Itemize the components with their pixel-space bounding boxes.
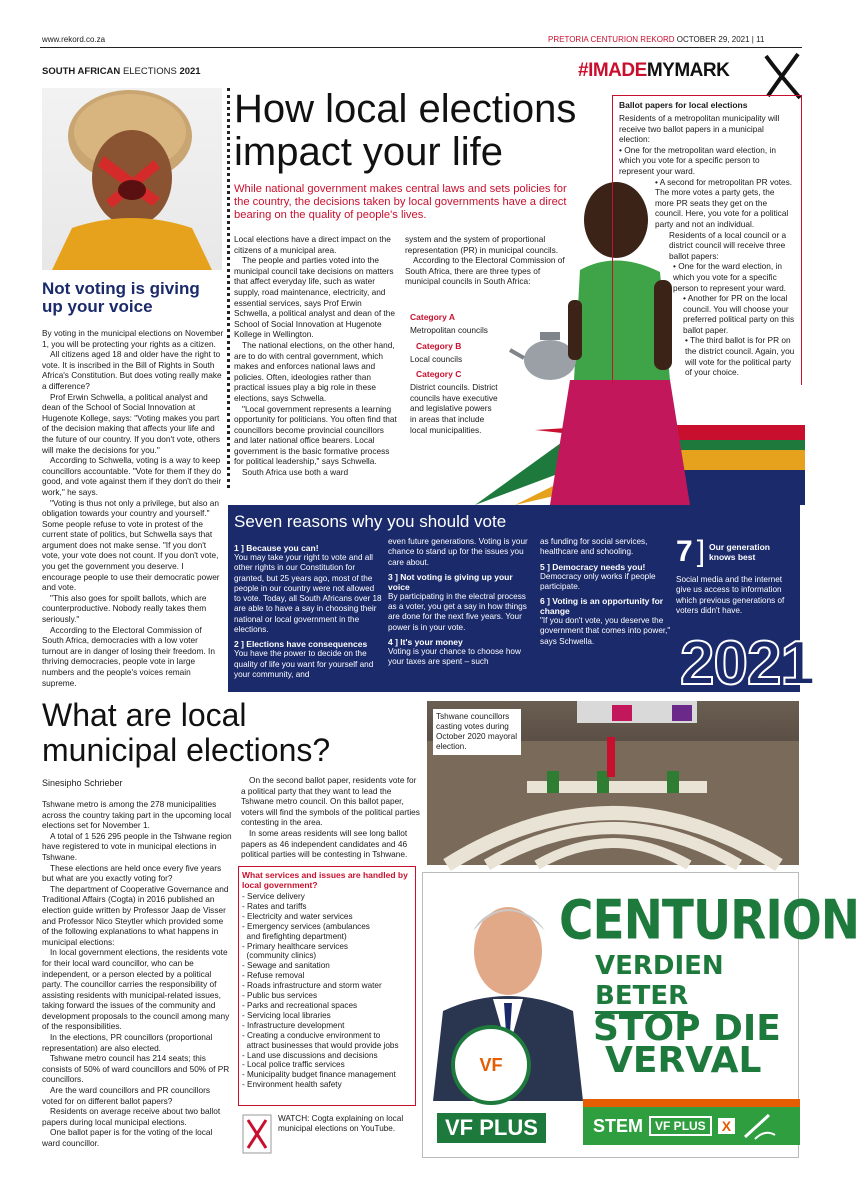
service-item: - Electricity and water services [242,911,353,921]
reasons-col3 [540,537,676,647]
main-paragraph: Local elections have a direct impact on the citizens of a municipal area. [234,234,391,255]
service-item: - Local police traffic services [242,1060,345,1070]
voice-paragraph: According to the Electoral Commission of South Africa, democracies with a low voter turnout are in danger of losing their freedom. In thriving democracies, people vote in large numbers and the people's voices remain supreme. [42,624,215,688]
publication-date: OCTOBER 29, 2021 [676,35,750,44]
service-item: - Refuse removal [242,971,305,981]
watch-text: WATCH: Cogta explaining on local municipal elections on YouTube. [278,1114,404,1133]
reason-text: Voting is your chance to choose how your taxes are spent – such [388,647,521,667]
reason-text: You may take your right to vote and all other rights in our Constitution for granted, but 25 years ago, most of the people in our country were not allowed to vote. Today, all South Africans over 18 are able to have a say in choosing their national or local government in the elections. [234,553,382,635]
voice-paragraph: "Voting is thus not only a privilege, but also an obligation towards your country and yourself." Some people refuse to vote in protest of the current state of politics, but Schwella says that argument does not make sense. "If you don't vote, your vote does not count. If you don't vote, you get the government you deserve. I encourage people to use their democratic power and vote. [42,497,220,593]
service-item: - Emergency services (ambulances [242,921,370,931]
ballot-paragraph: Residents of a metropolitan municipality will receive two ballot papers in a municipal election: [619,113,780,145]
service-item: - Land use discussions and decisions [242,1050,378,1060]
service-item: - Roads infrastructure and storm water [242,981,382,991]
municipal-paragraph: In the elections, PR councillors (proportional representation) are also elected. [42,1032,213,1053]
municipal-paragraph: One ballot paper is for the voting of the local ward councillor. [42,1127,213,1148]
voice-paragraph: All citizens aged 18 and older have the right to vote. It is inscribed in the Bill of Rights in South Africa's Constitution. But does voting really make a difference? [42,349,222,391]
municipal-paragraph: Tshwane metro is among the 278 municipalities across the country taking part in the upcoming local elections set for November 1. [42,799,232,831]
reasons-col4 [676,535,796,616]
ballot-paragraph: • The third ballot is for PR on the district council. Again, you will vote for the political party of your choice. [685,335,795,378]
main-paragraph: system and the system of proportional representation (PR) in municipal councils. [405,234,559,255]
municipal-paragraph: On the second ballot paper, residents vote for a political party that they want to lead the Tshwane metro council. On this ballot paper, voters will find the symbols of the political parties contesting in the area. [241,775,420,828]
main-paragraph: The people and parties voted into the municipal council take decisions on matters that affect everyday life, such as water supply, road maintenance, electricity, and essential services, says Prof Erwin Schwella, a political analyst and dean of the School of Social Innovation at Hugenote Kollege in Wellington. [234,255,395,340]
ballot-paragraph: • One for the ward election, in which you vote for a specific person to represent your ward. [673,261,786,293]
column-divider [227,88,230,488]
stem-party-box: VF PLUS [649,1116,712,1136]
municipal-col1 [42,799,232,1149]
ad-verval: VERVAL [605,1040,762,1081]
reason-heading: 5 ] Democracy needs you! [540,561,646,572]
ballot-paragraph: • One for the metropolitan ward election, in which you vote for a specific person to represent your ward. [619,144,776,176]
reasons-col1 [234,539,382,680]
stem-label: STEM [593,1115,644,1136]
service-item: - Rates and tariffs [242,901,307,911]
voice-paragraph: By voting in the municipal elections on November 1, you will be protecting your rights as a citizen. [42,328,224,349]
service-item: (community clinics) [242,951,317,961]
reason-text: even future generations. Voting is your chance to stand up for the issues you care about. [388,537,528,567]
vf-logo [451,1025,531,1105]
reason-heading: 2 ] Elections have consequences [234,639,368,650]
council-chamber-photo [427,701,799,865]
service-item: - Municipality budget finance management [242,1070,396,1080]
service-item: - Public bus services [242,991,318,1001]
ballot-box-title: Ballot papers for local elections [619,100,748,110]
municipal-paragraph: Are the ward councillors and PR councillors voted for on different ballot papers? [42,1085,211,1106]
reason-seven-bracket: ] [696,535,706,568]
services-box [238,866,416,1106]
service-item: - Infrastructure development [242,1020,345,1030]
ballot-paragraph: Residents of a local council or a district council will receive three ballot papers: [669,229,787,261]
ad-verdien: VERDIEN [595,951,724,981]
municipal-paragraph: Residents on average receive about two ballot papers during local municipal elections. [42,1106,221,1127]
section-bold: SOUTH AFRICAN [42,66,121,77]
reason-text: "If you don't vote, you deserve the government that comes into power," says Schwella. [540,616,671,646]
reason-text: You have the power to decide on the quality of life you want for yourself and your community, and [234,649,374,679]
photo-caption: Tshwane councillors casting votes during October 2020 mayoral election. [433,709,521,755]
ad-centurion: CENTURION [559,888,859,953]
vf-logo-text: VF [479,1054,503,1075]
service-item: attract businesses that would provide jobs [242,1040,399,1050]
municipal-paragraph: Tshwane metro council has 214 seats; this consists of 50% of ward councillors and 50% of PR councillors. [42,1053,230,1085]
ballot-paragraph: • A second for metropolitan PR votes. The more votes a party gets, the more PR seats they get on the council. Here, you vote for a political party and not an individual. [655,176,793,229]
category-c-label: Category C [416,369,462,380]
main-paragraph: The national elections, on the other hand, are to do with central government, which makes and enforces national laws and policies. Often, ideologies rather than practical issues play a big role in these elections, says Schwella. [234,339,395,403]
year-graphic: 2021 [680,629,814,698]
hashtag-logo [578,60,729,82]
reason-text: By participating in the electral process as a voter, you get a say in how things are done for the next five years. Your power is in your vote. [388,591,527,632]
municipal-col2 [241,775,421,860]
pen-hand-icon [741,1111,777,1141]
voice-body [42,328,224,688]
main-paragraph: South Africa use both a ward [242,467,349,478]
website-url[interactable]: www.rekord.co.za [42,35,106,44]
vf-plus-label: VF PLUS [437,1113,546,1143]
category-a-text: Metropolitan councils [410,325,488,335]
category-b-text: Local councils [410,353,463,364]
service-item: - Sewage and sanitation [242,961,330,971]
municipal-paragraph: A total of 1 526 295 people in the Tshwane region have registered to vote in municipal elections in Tshwane. [42,830,232,862]
section-light: ELECTIONS [122,66,177,77]
voice-paragraph: "This also goes for spoilt ballots, which are counterproductive. Nobody really takes them seriously." [42,592,207,625]
service-item: - Service delivery [242,892,305,901]
woman-photo [42,88,222,270]
municipal-paragraph: The department of Cooperative Governance and Traditional Affairs (Cogta) in 2016 published an election guide written by Professor Jaap de Visser and Professor Nico Steytler which provided some of the following explanations to what happens in municipal elections: [42,883,229,947]
service-item: - Parks and recreational spaces [242,1000,358,1010]
reason-text: Social media and the internet give us access to information which previous generations of voters didn't have. [676,575,785,615]
publication-name: PRETORIA CENTURION REKORD [548,35,675,44]
reasons-banner [228,505,814,698]
reason-seven-number: 7 [676,535,693,568]
category-a-label: Category A [410,312,456,322]
stem-cross: X [718,1118,735,1134]
category-b-label: Category B [416,340,462,351]
service-item: - Environment health safety [242,1080,342,1090]
reason-heading: 3 ] Not voting is giving up your voice [388,571,513,592]
page-number: 11 [756,35,765,44]
ballot-paragraph: • Another for PR on the local council. You will choose your preferred political party on this ballot paper. [683,293,795,335]
watch-box[interactable] [242,1114,412,1158]
vf-plus-advert [422,872,859,1158]
voice-paragraph: Prof Erwin Schwella, a political analyst and dean of the School of Social Innovation at Hugenote Kollege, says: "Voting makes you part of the decision making that affects your life and the future of our country. If you don't vote, others will make the decisions for you." [42,391,221,455]
stem-bar [583,1107,800,1145]
reason-heading: 6 ] Voting is an opportunity for change [540,596,664,617]
hashtag-mymark: MYMARK [646,60,730,81]
reason-text: Democracy only works if people participate. [540,571,656,591]
section-year: 2021 [179,66,201,77]
service-item: - Primary healthcare services [242,941,349,951]
main-paragraph: "Local government represents a learning opportunity for politicians. You often find that councillors become provincial councillors and later national office bearers. Local government is the basic formative process for political leadership," says Schwella. [234,403,397,467]
ad-verdien-line [595,951,798,1011]
reasons-title: Seven reasons why you should vote [234,512,507,531]
main-subhead: While national government makes central laws and sets policies for the country, the decisions taken by local governments have a direct bearing on the quality of people's lives. [234,183,567,221]
section-label [42,66,201,77]
ad-stop-die: STOP DIE [593,1008,781,1049]
ballot-box [612,95,802,385]
municipal-headline: What are local municipal elections? [42,697,331,768]
main-paragraph: According to the Electoral Commission of South Africa, there are three types of municipal councils in South Africa: [405,255,565,287]
service-item: - Creating a conducive environment to [242,1030,381,1040]
voice-headline: Not voting is giving up your voice [42,279,200,316]
publication-line: PRETORIA CENTURION REKORD OCTOBER 29, 2021 | 11 [548,35,765,44]
category-c-text: District councils. District councils have executive and legislative powers in areas that include local municipalities. [410,382,498,435]
services-list [242,892,412,1090]
main-headline: How local elections impact your life [234,87,577,174]
reasons-col2 [388,537,528,668]
header-rule [40,47,802,48]
reason-heading: 4 ] It's your money [388,637,463,648]
municipal-paragraph: In local government elections, the residents vote for their local ward councillor, who can be independent, or a person elected by a political party. The councillor carries the responsibility of assisting residents with municipal-related issues, taking forward the issues of the community and development proposals to the council among many of the responsibilities. [42,947,230,1032]
reason-heading: Our generation knows best [709,542,770,562]
ad-beter: BETER [595,981,688,1014]
ballot-cross-icon [242,1114,272,1154]
ad-orange-stripe [583,1099,800,1107]
byline: Sinesipho Schrieber [42,778,123,788]
municipal-paragraph: In some areas residents will see long ballot papers as 46 independent candidates and 46 political parties will be contesting in Tshwane. [241,827,408,860]
reason-text: as funding for social services, healthcare and schooling. [540,537,648,557]
municipal-paragraph: These elections are held once every five years but what are you exactly voting for? [42,862,222,884]
hashtag-hash: # [578,60,589,81]
voice-paragraph: According to Schwella, voting is a way to keep councillors accountable. "Vote for them if they do good, and vote against them if they don't do their work," he says. [42,455,222,497]
main-col1 [234,234,397,478]
service-item: - Servicing local libraries [242,1010,331,1020]
service-item: and firefighting department) [242,931,347,941]
reason-heading: 1 ] Because you can! [234,543,319,553]
hashtag-imade: IMADE [588,60,647,81]
services-title: What services and issues are handled by local government? [242,870,408,890]
